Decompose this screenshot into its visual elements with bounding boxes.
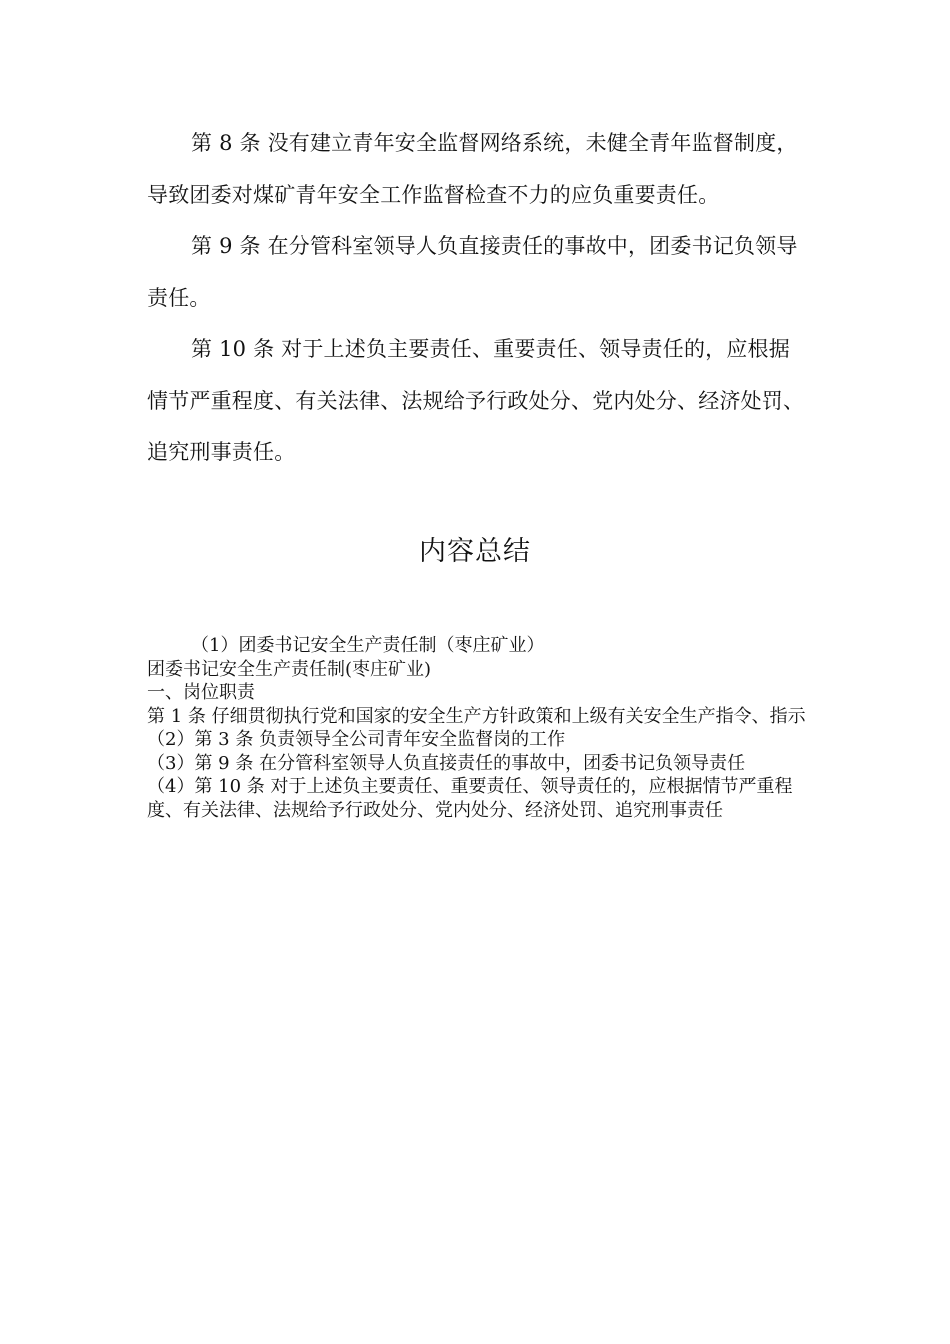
summary-line: 团委书记安全生产责任制(枣庄矿业): [147, 658, 432, 680]
summary-title: 内容总结: [419, 536, 531, 567]
summary-section: [147, 634, 807, 822]
summary-line: （1）团委书记安全生产责任制（枣庄矿业）: [191, 635, 545, 656]
article-8: 第 8 条 没有建立青年安全监督网络系统，未健全青年监督制度，导致团委对煤矿青年安全工作监督检查不力的应负重要责任。: [147, 131, 798, 207]
summary-line: 第 1 条 仔细贯彻执行党和国家的安全生产方针政策和上级有关安全生产指令、指示: [147, 705, 806, 727]
summary-line: （2）第 3 条 负责领导全公司青年安全监督岗的工作: [147, 729, 566, 750]
summary-line: （4）第 10 条 对于上述负主要责任、重要责任、领导责任的，应根据情节严重程度、有关法律、法规给予行政处分、党内处分、经济处罚、追究刑事责任: [147, 776, 793, 821]
summary-line: （3）第 9 条 在分管科室领导人负直接责任的事故中，团委书记负领导责任: [147, 752, 746, 774]
summary-line: 一、岗位职责: [147, 682, 255, 703]
article-10: 第 10 条 对于上述负主要责任、重要责任、领导责任的，应根据情节严重程度、有关法律、法规给予行政处分、党内处分、经济处罚、追究刑事责任。: [147, 337, 805, 464]
article-body: [147, 118, 807, 479]
article-9: 第 9 条 在分管科室领导人负直接责任的事故中，团委书记负领导责任。: [147, 234, 798, 310]
